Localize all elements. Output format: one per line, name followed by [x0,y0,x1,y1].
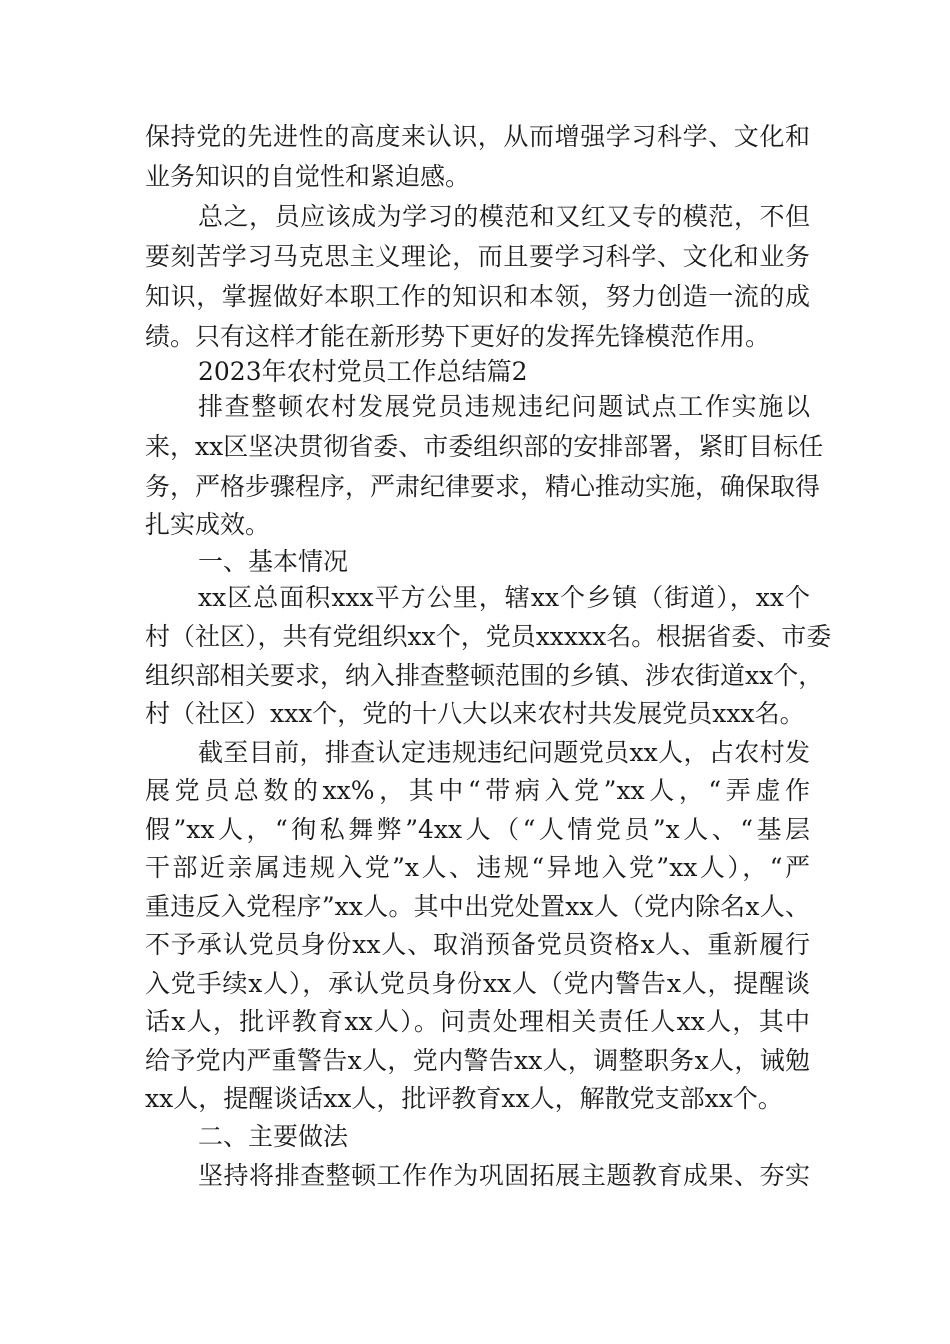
text-line: 来，xx区坚决贯彻省委、市委组织部的安排部署，紧盯目标任 [145,432,824,461]
text-line: 知识，掌握做好本职工作的知识和本领，努力创造一流的成 [145,282,810,311]
text-line: 重违反入党程序”xx人。其中出党处置xx人（党内除名x人、 [145,892,810,921]
text-line: 话x人，批评教育xx人）。问责处理相关责任人xx人，其中 [145,1007,810,1036]
text-line: 扎实成效。 [145,510,271,539]
text-line: 给予党内严重警告x人，党内警告xx人，调整职务x人，诫勉 [145,1046,810,1075]
paragraph-start-line: xx区总面积xxx平方公里，辖xx个乡镇（街道），xx个 [198,583,810,612]
text-line: 务，严格步骤程序，严肃纪律要求，精心推动实施，确保取得 [145,472,821,501]
paragraph-start-line: 坚持将排查整顿工作作为巩固拓展主题教育成果、夯实 [198,1161,810,1190]
section-heading: 二、主要做法 [198,1122,349,1151]
text-line: 入党手续x人），承认党员身份xx人（党内警告x人，提醒谈 [145,969,810,998]
text-line: 不予承认党员身份xx人、取消预备党员资格x人、重新履行 [145,930,810,959]
text-line: 组织部相关要求，纳入排查整顿范围的乡镇、涉农街道xx个， [145,661,824,690]
text-line: 要刻苦学习马克思主义理论，而且要学习科学、文化和业务 [145,242,810,271]
text-line: 绩。只有这样才能在新形势下更好的发挥先锋模范作用。 [145,322,771,351]
text-line: 展党员总数的xx%，其中“带病入党”xx人，“弄虚作 [145,776,810,805]
text-line: 假”xx人，“徇私舞弊”4xx人（“人情党员”x人、“基层 [145,815,810,844]
paragraph-start-line: 总之，员应该成为学习的模范和又红又专的模范，不但 [198,202,810,231]
section-title: 2023年农村党员工作总结篇2 [198,357,528,386]
text-line: 村（社区）xxx个，党的十八大以来农村共发展党员xxx名。 [145,699,805,728]
paragraph-start-line: 排查整顿农村发展党员违规违纪问题试点工作实施以 [198,392,810,421]
text-line: 村（社区），共有党组织xx个，党员xxxxx名。根据省委、市委 [145,622,832,651]
text-line: xx人，提醒谈话xx人，批评教育xx人，解散党支部xx个。 [145,1084,783,1113]
paragraph-start-line: 截至目前，排查认定违规违纪问题党员xx人，占农村发 [198,738,810,767]
text-line: 干部近亲属违规入党”x人、违规“异地入党”xx人），“严 [145,853,810,882]
text-line: 业务知识的自觉性和紧迫感。 [145,162,471,191]
section-heading: 一、基本情况 [198,547,349,576]
text-line: 保持党的先进性的高度来认识，从而增强学习科学、文化和 [145,122,810,151]
